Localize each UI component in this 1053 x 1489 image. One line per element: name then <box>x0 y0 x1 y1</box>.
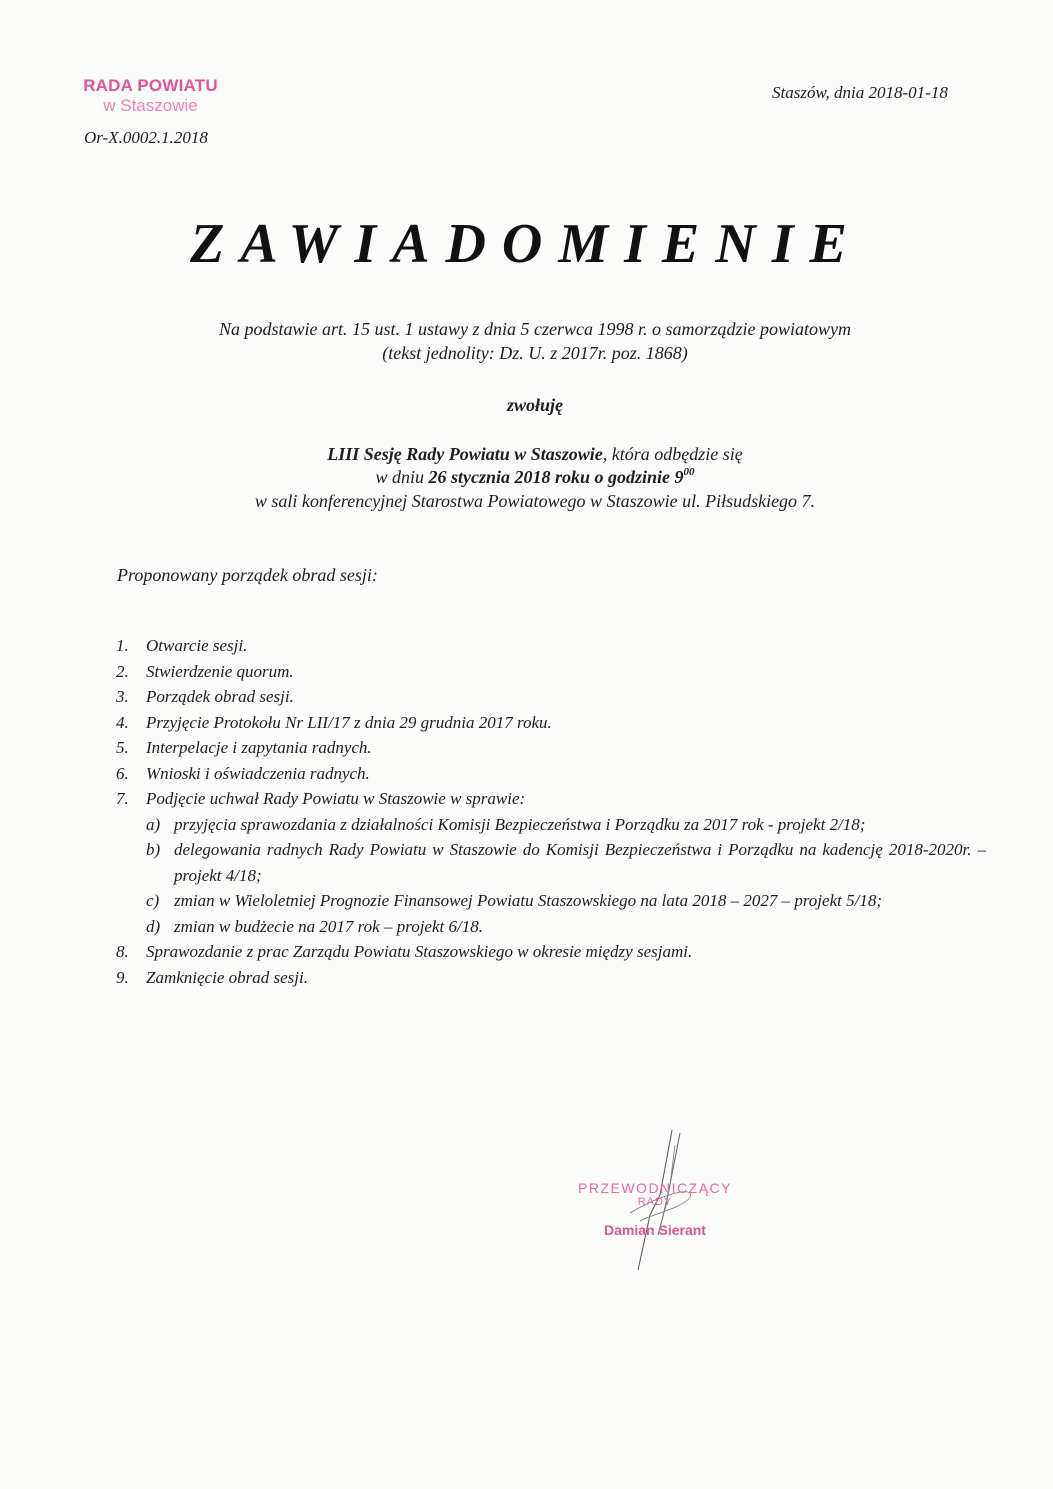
reference-number: Or-X.0002.1.2018 <box>84 128 208 147</box>
agenda-intro: Proponowany porządek obrad sesji: <box>117 565 378 585</box>
legal-basis-line-2: (tekst jednolity: Dz. U. z 2017r. poz. 1868) <box>382 343 688 363</box>
item-number: 6. <box>116 763 129 783</box>
chairman-title: PRZEWODNICZĄCY <box>578 1180 732 1196</box>
agenda-item <box>116 659 986 685</box>
stamp-council-name: RADA POWIATU <box>83 76 218 95</box>
agenda-subitem <box>146 914 986 940</box>
session-time-minutes: 00 <box>683 466 695 478</box>
convene-statement: zwołuję <box>506 395 563 415</box>
agenda-item <box>116 761 986 787</box>
session-date: 26 stycznia 2018 roku o godzinie 9 <box>428 467 684 487</box>
session-date-prefix: w dniu <box>375 467 429 487</box>
agenda-item <box>116 633 986 659</box>
agenda-subitem <box>146 837 986 888</box>
agenda-item <box>116 735 986 761</box>
item-text: Podjęcie uchwał Rady Powiatu w Staszowie w sprawie: <box>146 789 526 808</box>
chairman-stamp <box>560 1180 750 1208</box>
agenda-subitem <box>146 812 986 838</box>
document-title: ZAWIADOMIENIE <box>190 213 863 275</box>
item-number: 5. <box>116 738 129 757</box>
place-and-date: Staszów, dnia 2018-01-18 <box>772 83 948 102</box>
subitem-text: delegowania radnych Rady Powiatu w Staszowie do Komisji Bezpieczeństwa i Porządku na kadencję 2018-2020r. – projekt 4/18; <box>174 840 986 885</box>
chairman-title-council: RADY <box>637 1196 673 1208</box>
item-text: Interpelacje i zapytania radnych. <box>146 738 372 757</box>
session-name-suffix: , która odbędzie się <box>602 444 743 464</box>
item-text: Przyjęcie Protokołu Nr LII/17 z dnia 29 grudnia 2017 roku. <box>146 712 552 732</box>
legal-basis-line-1: Na podstawie art. 15 ust. 1 ustawy z dnia 5 czerwca 1998 r. o samorządzie powiatowym <box>218 319 852 339</box>
agenda-list <box>116 633 986 990</box>
session-name-line <box>0 444 1053 465</box>
session-name: LIII Sesję Rady Powiatu w Staszowie <box>327 444 603 464</box>
item-number: 8. <box>116 942 129 961</box>
agenda-item <box>116 965 986 991</box>
item-text: Porządek obrad sesji. <box>146 687 294 706</box>
item-text: Zamknięcie obrad sesji. <box>146 967 308 987</box>
item-text: Wnioski i oświadczenia radnych. <box>146 763 370 783</box>
item-number: 9. <box>116 967 129 987</box>
subitem-letter: d) <box>146 916 161 936</box>
agenda-item <box>116 786 986 812</box>
item-text: Stwierdzenie quorum. <box>146 661 294 681</box>
item-number: 3. <box>116 687 129 706</box>
item-text: Sprawozdanie z prac Zarządu Powiatu Staszowskiego w okresie między sesjami. <box>146 942 693 961</box>
stamp-council-town: w Staszowie <box>103 96 198 115</box>
agenda-item <box>116 684 986 710</box>
subitem-letter: b) <box>146 840 161 859</box>
subitem-text: zmian w Wieloletniej Prognozie Finansowej Powiatu Staszowskiego na lata 2018 – 2027 – projekt 5/18; <box>174 891 882 910</box>
item-number: 4. <box>116 712 129 732</box>
item-number: 1. <box>116 636 129 655</box>
agenda-subitem <box>146 888 986 914</box>
item-number: 2. <box>116 661 129 681</box>
session-date-line <box>0 467 1053 488</box>
agenda-item <box>116 710 986 736</box>
council-stamp <box>68 76 233 116</box>
subitem-text: przyjęcia sprawozdania z działalności Komisji Bezpieczeństwa i Porządku za 2017 rok - projekt 2/18; <box>174 814 866 834</box>
chairman-name: Damian Sierant <box>604 1222 706 1238</box>
subitem-letter: c) <box>146 891 160 910</box>
item-number: 7. <box>116 789 129 808</box>
session-location: w sali konferencyjnej Starostwa Powiatowego w Staszowie ul. Piłsudskiego 7. <box>254 491 816 511</box>
subitem-text: zmian w budżecie na 2017 rok – projekt 6/18. <box>174 916 483 936</box>
item-text: Otwarcie sesji. <box>146 636 248 655</box>
subitem-letter: a) <box>146 814 161 834</box>
agenda-item <box>116 939 986 965</box>
